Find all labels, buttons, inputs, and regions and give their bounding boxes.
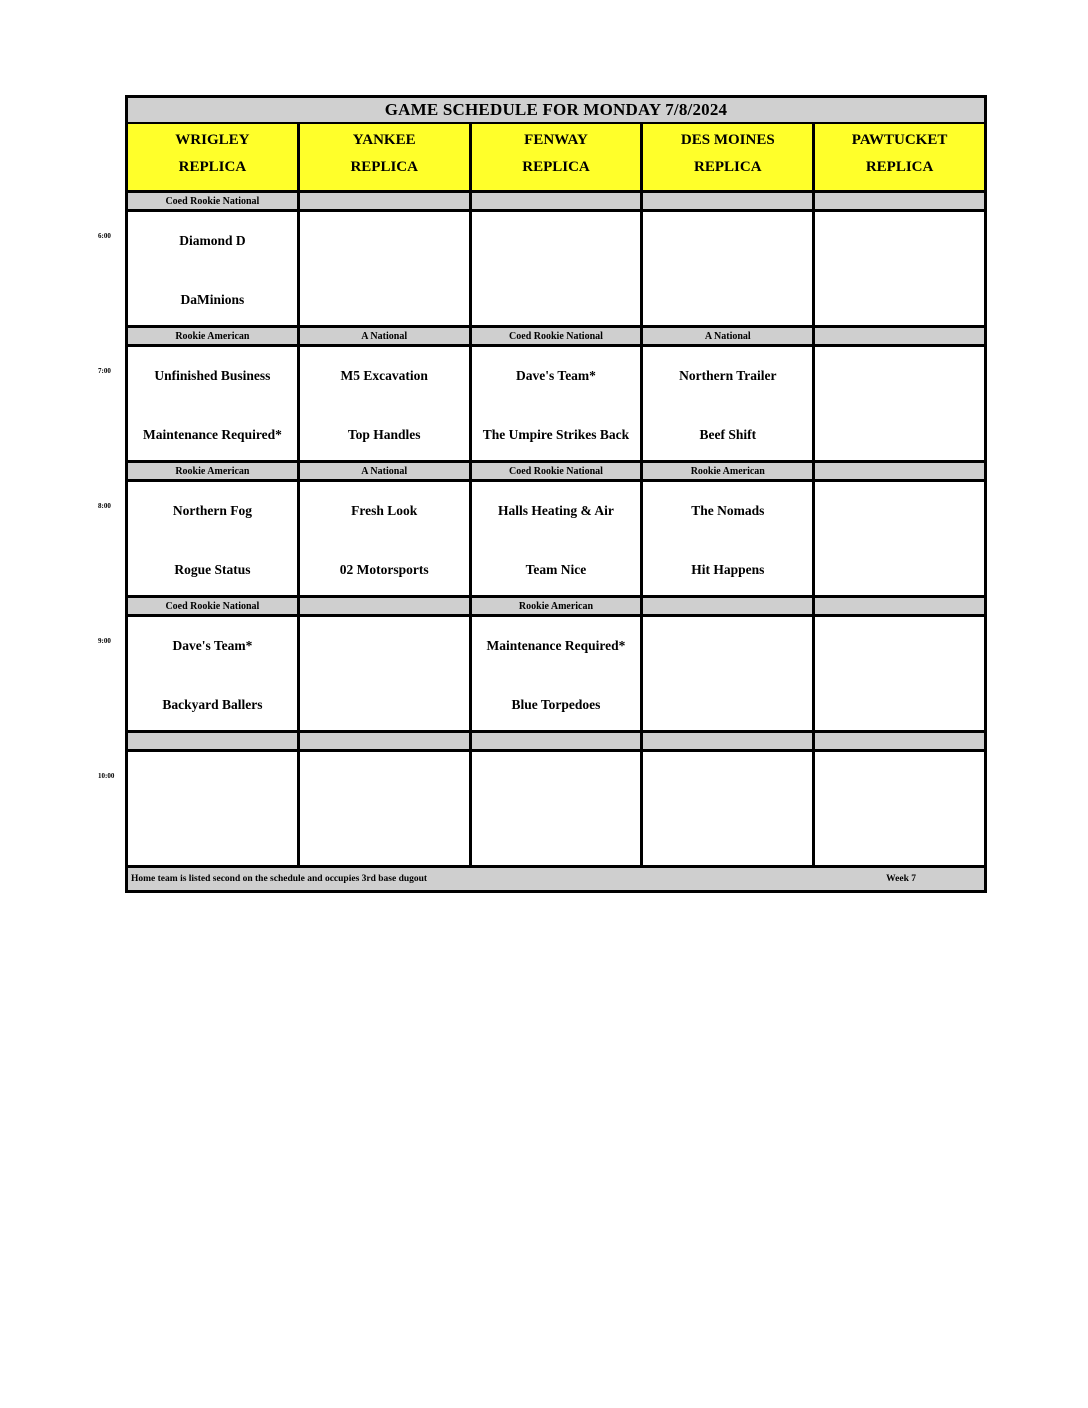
game-cell xyxy=(300,617,472,730)
home-team: Hit Happens xyxy=(691,562,765,577)
game-cell xyxy=(643,482,815,595)
field-header-fenway xyxy=(472,124,644,190)
home-team: Beef Shift xyxy=(699,427,757,442)
division-label: Coed Rookie National xyxy=(128,193,300,209)
field-header-wrigley xyxy=(128,124,300,190)
time-label: 10:00 xyxy=(98,772,115,780)
division-label xyxy=(300,193,472,209)
home-team: Top Handles xyxy=(347,427,421,442)
field-name: FENWAY xyxy=(524,132,588,148)
time-slots xyxy=(128,193,984,868)
division-label: A National xyxy=(300,463,472,479)
time-label: 7:00 xyxy=(98,367,111,375)
division-label: Rookie American xyxy=(128,328,300,344)
game-cell xyxy=(643,617,815,730)
home-team: Team Nice xyxy=(525,562,587,577)
division-row xyxy=(128,733,984,752)
home-team: Backyard Ballers xyxy=(162,697,263,712)
schedule-title: GAME SCHEDULE FOR MONDAY 7/8/2024 xyxy=(128,98,984,124)
division-label xyxy=(643,598,815,614)
game-cell xyxy=(815,752,984,865)
field-name: WRIGLEY xyxy=(175,132,250,148)
division-label xyxy=(472,733,644,749)
game-cell xyxy=(300,482,472,595)
away-team: Northern Trailer xyxy=(679,368,777,383)
away-team: Halls Heating & Air xyxy=(498,503,614,518)
home-team-note: Home team is listed second on the schedule and occupies 3rd base dugout xyxy=(131,874,428,884)
game-row xyxy=(128,752,984,868)
game-cell xyxy=(472,617,644,730)
game-cell xyxy=(815,212,984,325)
division-label xyxy=(815,463,984,479)
division-label xyxy=(472,193,644,209)
field-name: YANKEE xyxy=(352,132,416,148)
division-label: A National xyxy=(300,328,472,344)
home-team: DaMinions xyxy=(180,292,245,307)
field-name: DES MOINES xyxy=(680,132,775,148)
division-row xyxy=(128,463,984,482)
game-cell xyxy=(472,752,644,865)
field-sub: REPLICA xyxy=(522,159,590,175)
division-label xyxy=(643,733,815,749)
division-label: Coed Rookie National xyxy=(128,598,300,614)
week-label: Week 7 xyxy=(886,874,916,884)
away-team: Fresh Look xyxy=(351,503,418,518)
away-team: The Nomads xyxy=(691,503,765,518)
game-row xyxy=(128,617,984,733)
field-header-pawtucket xyxy=(815,124,984,190)
division-row xyxy=(128,598,984,617)
division-label: Coed Rookie National xyxy=(472,328,644,344)
field-header-row xyxy=(128,124,984,193)
away-team: Northern Fog xyxy=(172,503,252,518)
field-sub: REPLICA xyxy=(350,159,418,175)
field-name: PAWTUCKET xyxy=(851,132,948,148)
game-cell xyxy=(300,752,472,865)
game-cell xyxy=(128,347,300,460)
home-team: Maintenance Required* xyxy=(142,427,282,442)
field-sub: REPLICA xyxy=(694,159,762,175)
game-cell xyxy=(128,212,300,325)
game-cell xyxy=(643,347,815,460)
home-team: 02 Motorsports xyxy=(339,562,429,577)
away-team: Dave's Team* xyxy=(516,368,596,383)
game-cell xyxy=(815,482,984,595)
division-label xyxy=(815,328,984,344)
division-row xyxy=(128,328,984,347)
field-header-yankee xyxy=(300,124,472,190)
division-label xyxy=(815,598,984,614)
division-label: Rookie American xyxy=(128,463,300,479)
game-cell xyxy=(815,617,984,730)
game-row xyxy=(128,212,984,328)
field-header-des-moines xyxy=(643,124,815,190)
game-cell xyxy=(300,212,472,325)
division-label: Rookie American xyxy=(643,463,815,479)
field-sub: REPLICA xyxy=(865,159,934,175)
home-team: Blue Torpedoes xyxy=(511,697,601,712)
game-cell xyxy=(643,752,815,865)
division-label xyxy=(815,733,984,749)
division-label xyxy=(300,598,472,614)
time-label: 9:00 xyxy=(98,637,111,645)
game-row xyxy=(128,482,984,598)
game-schedule-table xyxy=(125,95,987,893)
division-label xyxy=(643,193,815,209)
game-row xyxy=(128,347,984,463)
division-row xyxy=(128,193,984,212)
division-label: Rookie American xyxy=(472,598,644,614)
home-team: The Umpire Strikes Back xyxy=(482,427,630,442)
away-team: Unfinished Business xyxy=(154,368,271,383)
game-cell xyxy=(815,347,984,460)
game-cell xyxy=(128,482,300,595)
away-team: Diamond D xyxy=(179,233,246,248)
away-team: M5 Excavation xyxy=(340,368,428,383)
division-label xyxy=(300,733,472,749)
division-label xyxy=(128,733,300,749)
game-cell xyxy=(128,752,300,865)
away-team: Dave's Team* xyxy=(172,638,253,653)
field-sub: REPLICA xyxy=(178,159,247,175)
division-label: A National xyxy=(643,328,815,344)
game-cell xyxy=(472,347,644,460)
game-cell xyxy=(472,212,644,325)
schedule-footer xyxy=(128,868,984,890)
away-team: Maintenance Required* xyxy=(486,638,626,653)
game-cell xyxy=(300,347,472,460)
time-label: 6:00 xyxy=(98,232,111,240)
game-cell xyxy=(643,212,815,325)
home-team: Rogue Status xyxy=(174,562,251,577)
game-cell xyxy=(128,617,300,730)
game-cell xyxy=(472,482,644,595)
division-label xyxy=(815,193,984,209)
division-label: Coed Rookie National xyxy=(472,463,644,479)
time-label: 8:00 xyxy=(98,502,111,510)
